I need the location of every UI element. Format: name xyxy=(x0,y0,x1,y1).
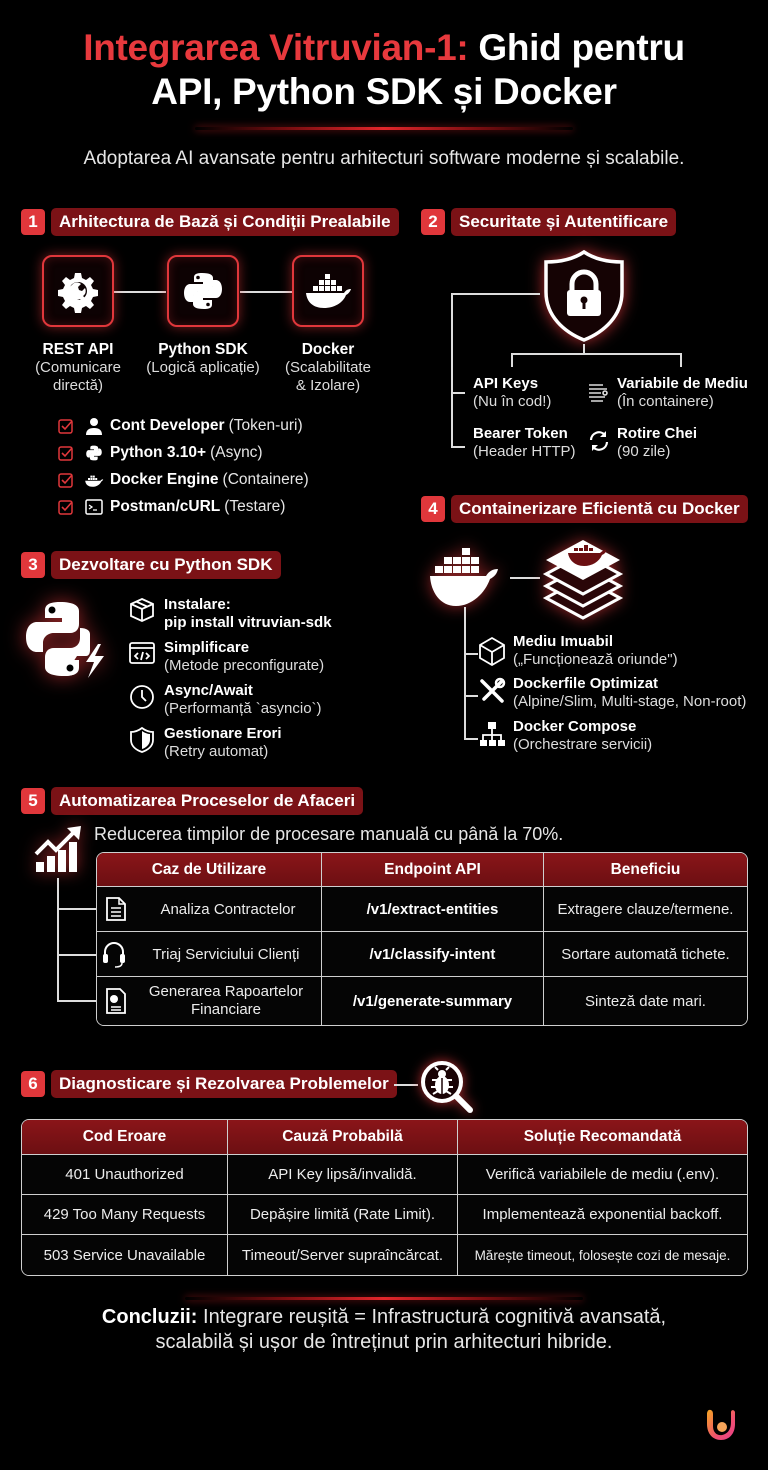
layered-image-icon xyxy=(540,530,626,622)
use-cases-table xyxy=(96,852,748,1026)
bearer-token-item: Bearer Token (Header HTTP) xyxy=(473,425,576,460)
solution-cell: Implementează exponential backoff. xyxy=(458,1195,747,1235)
dockerfile-item: Dockerfile Optimizat (Alpine/Slim, Multi-stage, Non-root) xyxy=(513,675,747,710)
error-code-cell: 429 Too Many Requests xyxy=(22,1195,228,1235)
title-part: Ghid pentru xyxy=(468,27,685,68)
error-code-cell: 503 Service Unavailable xyxy=(22,1235,228,1275)
section-5-header xyxy=(21,787,363,815)
growth-chart-icon xyxy=(33,824,83,874)
docker-icon xyxy=(84,470,104,490)
troubleshooting-table xyxy=(21,1119,748,1276)
table-header-row xyxy=(97,853,747,887)
sdk-install-item: Instalare: pip install vitruvian-sdk xyxy=(128,596,332,632)
docker-whale-icon xyxy=(428,546,504,608)
immutable-env-item: Mediu Imuabil („Funcționează oriunde") xyxy=(513,633,678,668)
table-row xyxy=(22,1155,747,1195)
cube-icon xyxy=(478,636,506,666)
divider xyxy=(195,127,573,130)
connector xyxy=(511,353,513,367)
subtitle: Adoptarea AI avansate pentru arhitecturi software moderne și scalabile. xyxy=(83,148,685,169)
code-window-icon xyxy=(128,639,156,667)
table-row xyxy=(22,1195,747,1235)
title-line-2: API, Python SDK și Docker xyxy=(151,71,617,112)
section-1-header xyxy=(21,208,399,236)
connector xyxy=(114,291,166,293)
connector xyxy=(464,607,466,739)
conclusion: Concluzii: Integrare reușită = Infrastructură cognitivă avansată, scalabilă și ușor de întreținut prin arhitecturi hibride. xyxy=(101,1306,667,1353)
checkbox-checked-icon xyxy=(58,499,74,515)
headset-icon xyxy=(101,940,127,968)
env-variables-icon xyxy=(587,381,609,403)
table-row xyxy=(22,1235,747,1275)
section-title: Containerizare Eficientă cu Docker xyxy=(451,495,748,523)
python-sdk-box xyxy=(167,255,239,327)
sdk-simplify-item: Simplificare (Metode preconfigurate) xyxy=(128,639,324,675)
clock-icon xyxy=(128,682,156,710)
rest-api-label: REST API (Comunicare directă) xyxy=(35,341,121,394)
section-4-header xyxy=(421,495,748,523)
endpoint-cell: /v1/generate-summary xyxy=(322,977,544,1025)
section-2-header xyxy=(421,208,676,236)
python-sdk-label: Python SDK (Logică aplicație) xyxy=(146,341,260,376)
section-number: 4 xyxy=(421,496,445,522)
automation-intro: Reducerea timpilor de procesare manuală cu până la 70%. xyxy=(94,824,564,844)
section-number: 3 xyxy=(21,552,45,578)
cause-cell: API Key lipsă/invalidă. xyxy=(228,1155,458,1195)
key-rotation-item: Rotire Chei (90 zile) xyxy=(617,425,698,460)
solution-cell: Mărește timeout, folosește cozi de mesaje. xyxy=(458,1235,747,1275)
list-item: Docker Engine (Containere) xyxy=(58,466,309,493)
error-code-cell: 401 Unauthorized xyxy=(22,1155,228,1195)
table-row xyxy=(97,887,747,932)
column-header: Cod Eroare xyxy=(22,1120,228,1155)
connector xyxy=(240,291,292,293)
docker-compose-item: Docker Compose (Orchestrare servicii) xyxy=(513,718,653,753)
prerequisites-list xyxy=(58,412,309,520)
page-title xyxy=(0,26,768,114)
brand-logo-icon xyxy=(703,1406,739,1442)
docker-box xyxy=(292,255,364,327)
column-header: Cauză Probabilă xyxy=(228,1120,458,1155)
solution-cell: Verifică variabilele de mediu (.env). xyxy=(458,1155,747,1195)
connector xyxy=(511,353,681,355)
sdk-async-item: Async/Await (Performanță `asyncio`) xyxy=(128,682,322,718)
docker-label: Docker (Scalabilitate & Izolare) xyxy=(285,341,371,394)
column-header: Soluție Recomandată xyxy=(458,1120,747,1155)
divider xyxy=(185,1297,583,1300)
section-title: Automatizarea Proceselor de Afaceri xyxy=(51,787,363,815)
docker-icon xyxy=(303,271,353,311)
bug-search-icon xyxy=(418,1058,476,1116)
table-header-row xyxy=(22,1120,747,1155)
title-highlight: Integrarea Vitruvian-1: xyxy=(83,27,469,68)
benefit-cell: Extragere clauze/termene. xyxy=(544,887,747,932)
shield-lock-icon xyxy=(540,248,628,344)
endpoint-cell: /v1/extract-entities xyxy=(322,887,544,932)
connector xyxy=(464,738,478,740)
section-title: Securitate și Autentificare xyxy=(451,208,676,236)
checkbox-checked-icon xyxy=(58,472,74,488)
network-icon xyxy=(478,720,506,748)
connector xyxy=(680,353,682,367)
cause-cell: Depășire limită (Rate Limit). xyxy=(228,1195,458,1235)
connector xyxy=(510,577,540,579)
section-number: 2 xyxy=(421,209,445,235)
list-item: Cont Developer (Token-uri) xyxy=(58,412,309,439)
section-number: 1 xyxy=(21,209,45,235)
checkbox-checked-icon xyxy=(58,445,74,461)
section-number: 6 xyxy=(21,1071,45,1097)
section-title: Diagnosticare și Rezolvarea Problemelor xyxy=(51,1070,397,1098)
connector xyxy=(57,1000,97,1002)
env-variables-item: Variabile de Mediu (În containere) xyxy=(617,375,748,410)
section-title: Dezvoltare cu Python SDK xyxy=(51,551,281,579)
list-item: Postman/cURL (Testare) xyxy=(58,493,309,520)
list-item: Python 3.10+ (Async) xyxy=(58,439,309,466)
endpoint-cell: /v1/classify-intent xyxy=(322,932,544,977)
checkbox-checked-icon xyxy=(58,418,74,434)
connector xyxy=(394,1084,418,1086)
document-icon xyxy=(105,896,127,922)
user-icon xyxy=(84,416,104,436)
section-6-header xyxy=(21,1070,397,1098)
connector xyxy=(464,695,478,697)
rest-api-box xyxy=(42,255,114,327)
section-number: 5 xyxy=(21,788,45,814)
python-lightning-icon xyxy=(22,598,110,682)
use-case-cell: Triaj Serviciului Clienți xyxy=(97,932,322,977)
sdk-errors-item: Gestionare Erori (Retry automat) xyxy=(128,725,282,761)
conclusion-label: Concluzii: xyxy=(101,1306,198,1328)
table-row xyxy=(97,977,747,1025)
python-icon xyxy=(181,269,225,313)
benefit-cell: Sortare automată tichete. xyxy=(544,932,747,977)
tools-icon xyxy=(478,677,506,705)
package-icon xyxy=(128,596,156,624)
use-case-cell: Analiza Contractelor xyxy=(97,887,322,932)
terminal-icon xyxy=(84,497,104,517)
column-header: Caz de Utilizare xyxy=(97,853,322,887)
section-3-header xyxy=(21,551,281,579)
table-row xyxy=(97,932,747,977)
gear-wrench-icon xyxy=(54,267,102,315)
use-case-cell: Generarea Rapoartelor Financiare xyxy=(97,977,322,1025)
connector xyxy=(451,293,453,447)
rotate-icon xyxy=(587,429,611,453)
connector xyxy=(464,653,478,655)
api-keys-item: API Keys (Nu în cod!) xyxy=(473,375,552,410)
cause-cell: Timeout/Server supraîncărcat. xyxy=(228,1235,458,1275)
connector xyxy=(451,293,540,295)
column-header: Endpoint API xyxy=(322,853,544,887)
connector xyxy=(57,954,97,956)
connector xyxy=(57,908,97,910)
benefit-cell: Sinteză date mari. xyxy=(544,977,747,1025)
shield-icon xyxy=(128,725,156,753)
connector xyxy=(451,446,465,448)
section-title: Arhitectura de Bază și Condiții Prealabile xyxy=(51,208,399,236)
python-icon xyxy=(84,443,104,463)
column-header: Beneficiu xyxy=(544,853,747,887)
report-icon xyxy=(105,987,127,1015)
connector xyxy=(451,392,465,394)
connector xyxy=(57,878,59,1000)
